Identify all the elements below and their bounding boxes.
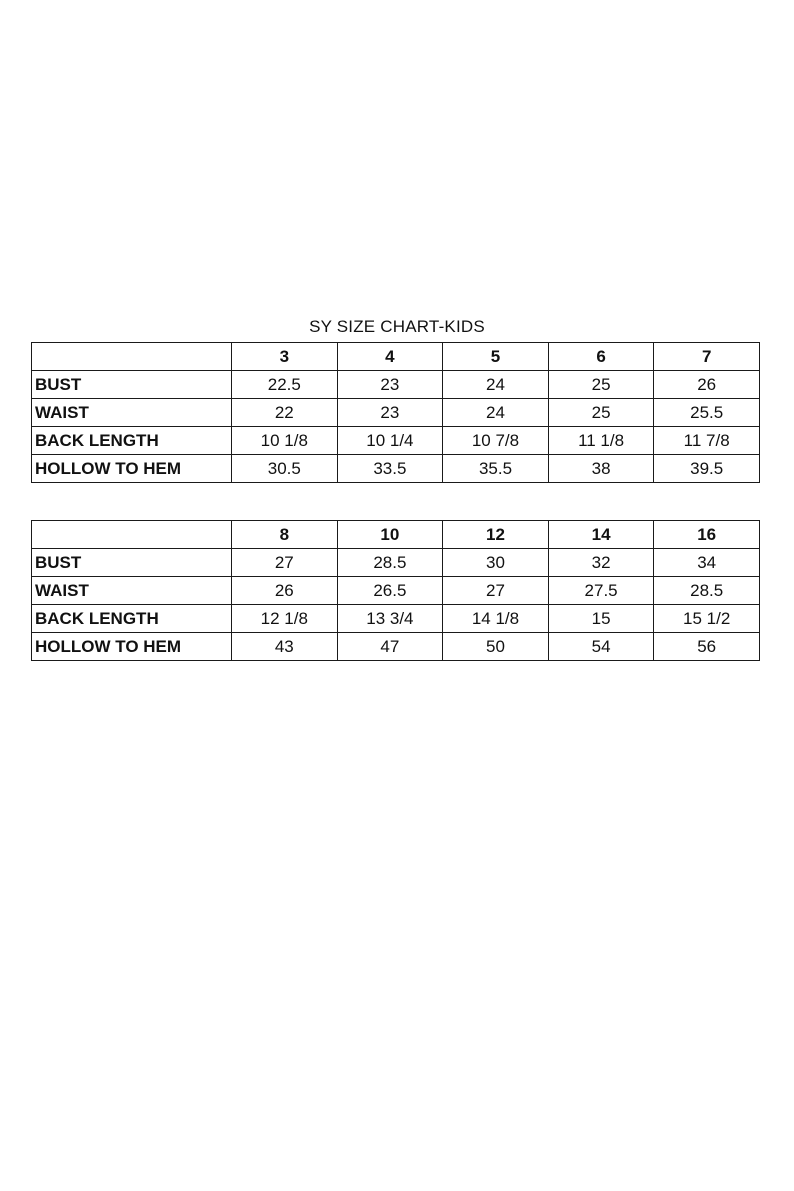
measurement-cell: 15 1/2 (654, 605, 760, 633)
measurement-cell: 25 (548, 399, 654, 427)
measurement-cell: 50 (443, 633, 549, 661)
measurement-cell: 23 (337, 371, 443, 399)
measurement-cell: 11 7/8 (654, 427, 760, 455)
measurement-cell: 15 (548, 605, 654, 633)
row-label: WAIST (32, 577, 232, 605)
measurement-cell: 24 (443, 371, 549, 399)
measurement-cell: 27.5 (548, 577, 654, 605)
measurement-cell: 23 (337, 399, 443, 427)
measurement-cell: 28.5 (654, 577, 760, 605)
size-header-cell: 8 (232, 521, 338, 549)
measurement-cell: 22.5 (232, 371, 338, 399)
measurement-cell: 38 (548, 455, 654, 483)
measurement-cell: 35.5 (443, 455, 549, 483)
measurement-cell: 12 1/8 (232, 605, 338, 633)
measurement-cell: 30.5 (232, 455, 338, 483)
table-row (32, 549, 760, 577)
size-header-cell: 10 (337, 521, 443, 549)
measurement-cell: 25.5 (654, 399, 760, 427)
row-label: HOLLOW TO HEM (32, 633, 232, 661)
measurement-cell: 10 7/8 (443, 427, 549, 455)
table-row (32, 605, 760, 633)
measurement-cell: 47 (337, 633, 443, 661)
table-row (32, 633, 760, 661)
size-header-cell: 7 (654, 343, 760, 371)
size-header-cell: 3 (232, 343, 338, 371)
size-header-cell: 5 (443, 343, 549, 371)
header-corner-cell (32, 521, 232, 549)
measurement-cell: 24 (443, 399, 549, 427)
row-label: BACK LENGTH (32, 427, 232, 455)
measurement-cell: 26 (654, 371, 760, 399)
header-corner-cell (32, 343, 232, 371)
size-header-cell: 4 (337, 343, 443, 371)
measurement-cell: 54 (548, 633, 654, 661)
measurement-cell: 14 1/8 (443, 605, 549, 633)
size-header-cell: 12 (443, 521, 549, 549)
measurement-cell: 25 (548, 371, 654, 399)
measurement-cell: 11 1/8 (548, 427, 654, 455)
measurement-cell: 13 3/4 (337, 605, 443, 633)
measurement-cell: 28.5 (337, 549, 443, 577)
chart-title: SY SIZE CHART-KIDS (309, 317, 485, 336)
size-header-cell: 14 (548, 521, 654, 549)
size-header-row (32, 343, 760, 371)
table-row (32, 577, 760, 605)
measurement-cell: 56 (654, 633, 760, 661)
table-row (32, 427, 760, 455)
row-label: BUST (32, 371, 232, 399)
row-label: HOLLOW TO HEM (32, 455, 232, 483)
measurement-cell: 43 (232, 633, 338, 661)
measurement-cell: 30 (443, 549, 549, 577)
table-row (32, 455, 760, 483)
size-header-cell: 6 (548, 343, 654, 371)
measurement-cell: 10 1/4 (337, 427, 443, 455)
table-row (32, 371, 760, 399)
row-label: WAIST (32, 399, 232, 427)
measurement-cell: 26 (232, 577, 338, 605)
size-header-cell: 16 (654, 521, 760, 549)
measurement-cell: 32 (548, 549, 654, 577)
measurement-cell: 39.5 (654, 455, 760, 483)
measurement-cell: 27 (443, 577, 549, 605)
measurement-cell: 34 (654, 549, 760, 577)
size-header-row (32, 521, 760, 549)
measurement-cell: 26.5 (337, 577, 443, 605)
size-table-large (31, 520, 760, 661)
measurement-cell: 33.5 (337, 455, 443, 483)
measurement-cell: 10 1/8 (232, 427, 338, 455)
measurement-cell: 22 (232, 399, 338, 427)
row-label: BUST (32, 549, 232, 577)
measurement-cell: 27 (232, 549, 338, 577)
size-table-small (31, 342, 760, 483)
table-row (32, 399, 760, 427)
row-label: BACK LENGTH (32, 605, 232, 633)
